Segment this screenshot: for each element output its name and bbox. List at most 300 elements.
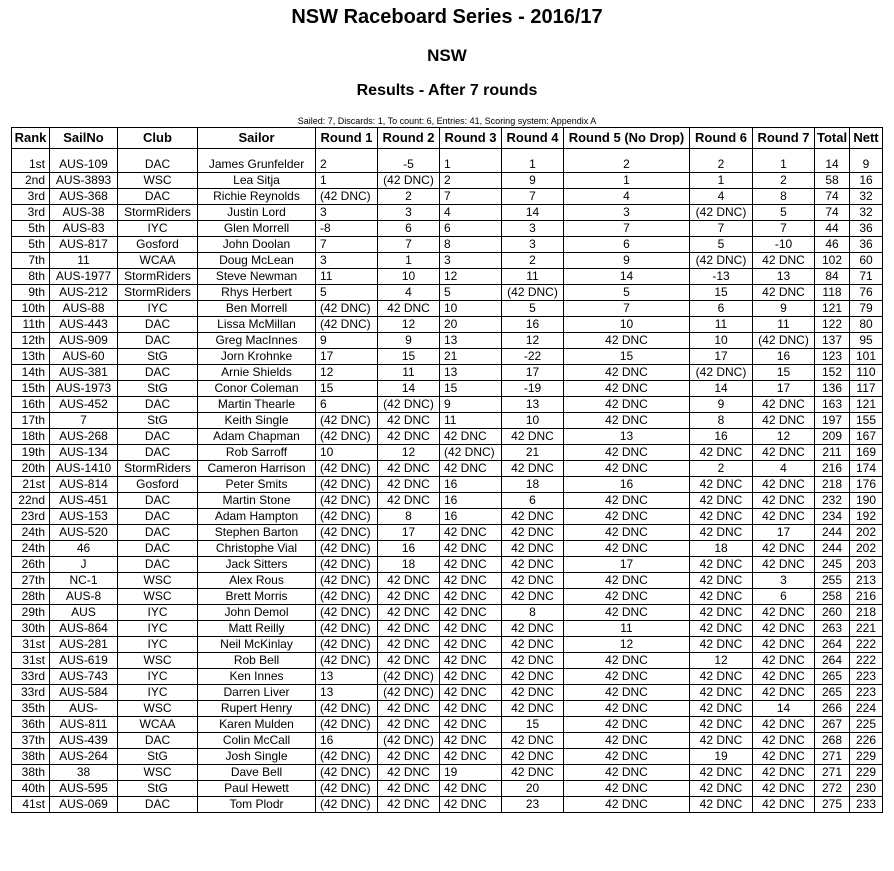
total-cell: 255 — [815, 573, 850, 589]
round-2-cell: 9 — [378, 333, 440, 349]
rank-cell: 22nd — [12, 493, 50, 509]
rank-cell: 15th — [12, 381, 50, 397]
round-1-cell: 5 — [316, 285, 378, 301]
round-3-cell: (42 DNC) — [440, 445, 502, 461]
round-4-cell: 42 DNC — [502, 733, 564, 749]
total-cell: 58 — [815, 173, 850, 189]
total-cell: 163 — [815, 397, 850, 413]
sail-no-cell: AUS-212 — [50, 285, 118, 301]
round-4-cell: 3 — [502, 221, 564, 237]
scoring-summary: Sailed: 7, Discards: 1, To count: 6, Entries: 41, Scoring system: Appendix A — [297, 116, 597, 126]
round-5-cell: 42 DNC — [564, 733, 690, 749]
round-6-cell: 42 DNC — [690, 557, 753, 573]
round-2-cell: 12 — [378, 317, 440, 333]
table-row — [12, 589, 883, 605]
sailor-cell: Lissa McMillan — [198, 317, 316, 333]
club-cell: WSC — [118, 701, 198, 717]
round-6-cell: 42 DNC — [690, 701, 753, 717]
round-2-cell: (42 DNC) — [378, 733, 440, 749]
club-cell: StormRiders — [118, 269, 198, 285]
round-6-cell: 42 DNC — [690, 493, 753, 509]
round-2-cell: 18 — [378, 557, 440, 573]
round-2-cell: 11 — [378, 365, 440, 381]
round-4-cell: 2 — [502, 253, 564, 269]
round-5-cell: 42 DNC — [564, 413, 690, 429]
round-7-cell: 42 DNC — [753, 541, 815, 557]
round-5-cell: 42 DNC — [564, 525, 690, 541]
round-7-cell: 42 DNC — [753, 781, 815, 797]
round-6-cell: 10 — [690, 333, 753, 349]
round-6-cell: 19 — [690, 749, 753, 765]
total-cell: 46 — [815, 237, 850, 253]
round-7-cell: 1 — [753, 149, 815, 173]
nett-cell: 218 — [850, 605, 883, 621]
round-1-cell: (42 DNC) — [316, 701, 378, 717]
nett-cell: 221 — [850, 621, 883, 637]
club-cell: DAC — [118, 317, 198, 333]
round-5-cell: 42 DNC — [564, 685, 690, 701]
sailor-cell: Lea Sitja — [198, 173, 316, 189]
round-1-cell: (42 DNC) — [316, 429, 378, 445]
club-cell: WSC — [118, 653, 198, 669]
sailor-cell: Neil McKinlay — [198, 637, 316, 653]
club-cell: DAC — [118, 541, 198, 557]
round-7-cell: 42 DNC — [753, 557, 815, 573]
column-header-round-6: Round 6 — [690, 128, 753, 149]
nett-cell: 117 — [850, 381, 883, 397]
round-2-cell: 42 DNC — [378, 749, 440, 765]
sail-no-cell: AUS-368 — [50, 189, 118, 205]
round-5-cell: 13 — [564, 429, 690, 445]
round-2-cell: (42 DNC) — [378, 173, 440, 189]
rank-cell: 26th — [12, 557, 50, 573]
round-3-cell: 16 — [440, 493, 502, 509]
round-4-cell: 9 — [502, 173, 564, 189]
nett-cell: 80 — [850, 317, 883, 333]
sailor-cell: Greg MacInnes — [198, 333, 316, 349]
round-5-cell: 42 DNC — [564, 573, 690, 589]
round-6-cell: 4 — [690, 189, 753, 205]
sail-no-cell: AUS-268 — [50, 429, 118, 445]
sail-no-cell: AUS-811 — [50, 717, 118, 733]
round-7-cell: 7 — [753, 221, 815, 237]
page-title: NSW Raceboard Series - 2016/17 — [291, 6, 603, 28]
round-7-cell: 42 DNC — [753, 397, 815, 413]
round-1-cell: (42 DNC) — [316, 749, 378, 765]
round-2-cell: 10 — [378, 269, 440, 285]
round-1-cell: (42 DNC) — [316, 573, 378, 589]
total-cell: 44 — [815, 221, 850, 237]
sailor-cell: Josh Single — [198, 749, 316, 765]
round-1-cell: (42 DNC) — [316, 637, 378, 653]
round-2-cell: 42 DNC — [378, 797, 440, 813]
rank-cell: 36th — [12, 717, 50, 733]
round-7-cell: 5 — [753, 205, 815, 221]
table-row — [12, 365, 883, 381]
round-3-cell: 4 — [440, 205, 502, 221]
round-7-cell: 4 — [753, 461, 815, 477]
sailor-cell: Karen Mulden — [198, 717, 316, 733]
round-7-cell: 42 DNC — [753, 765, 815, 781]
round-5-cell: 42 DNC — [564, 765, 690, 781]
table-row — [12, 429, 883, 445]
round-6-cell: 42 DNC — [690, 717, 753, 733]
round-3-cell: 8 — [440, 237, 502, 253]
sail-no-cell: AUS-443 — [50, 317, 118, 333]
sailor-cell: Rhys Herbert — [198, 285, 316, 301]
table-row — [12, 685, 883, 701]
table-row — [12, 333, 883, 349]
total-cell: 197 — [815, 413, 850, 429]
round-2-cell: 42 DNC — [378, 429, 440, 445]
rank-cell: 5th — [12, 221, 50, 237]
round-1-cell: 1 — [316, 173, 378, 189]
club-cell: DAC — [118, 365, 198, 381]
round-2-cell: 42 DNC — [378, 461, 440, 477]
column-header-nett: Nett — [850, 128, 883, 149]
round-7-cell: 42 DNC — [753, 253, 815, 269]
round-1-cell: 17 — [316, 349, 378, 365]
column-header-round-2: Round 2 — [378, 128, 440, 149]
round-7-cell: 42 DNC — [753, 653, 815, 669]
sailor-cell: Martin Thearle — [198, 397, 316, 413]
sail-no-cell: AUS-864 — [50, 621, 118, 637]
round-6-cell: 42 DNC — [690, 589, 753, 605]
round-6-cell: 8 — [690, 413, 753, 429]
total-cell: 275 — [815, 797, 850, 813]
table-row — [12, 285, 883, 301]
round-4-cell: 23 — [502, 797, 564, 813]
round-3-cell: 11 — [440, 413, 502, 429]
round-6-cell: 42 DNC — [690, 509, 753, 525]
club-cell: DAC — [118, 525, 198, 541]
round-2-cell: 42 DNC — [378, 765, 440, 781]
round-1-cell: (42 DNC) — [316, 413, 378, 429]
round-1-cell: (42 DNC) — [316, 589, 378, 605]
round-3-cell: 6 — [440, 221, 502, 237]
round-5-cell: 42 DNC — [564, 749, 690, 765]
round-1-cell: 2 — [316, 149, 378, 173]
club-cell: StormRiders — [118, 205, 198, 221]
sailor-cell: Steve Newman — [198, 269, 316, 285]
nett-cell: 95 — [850, 333, 883, 349]
round-3-cell: 10 — [440, 301, 502, 317]
round-3-cell: 13 — [440, 365, 502, 381]
nett-cell: 216 — [850, 589, 883, 605]
table-row — [12, 237, 883, 253]
results-table — [11, 127, 883, 813]
round-5-cell: 10 — [564, 317, 690, 333]
round-2-cell: (42 DNC) — [378, 669, 440, 685]
club-cell: IYC — [118, 685, 198, 701]
round-6-cell: 42 DNC — [690, 765, 753, 781]
round-7-cell: 2 — [753, 173, 815, 189]
total-cell: 122 — [815, 317, 850, 333]
nett-cell: 121 — [850, 397, 883, 413]
rank-cell: 29th — [12, 605, 50, 621]
table-header-row — [12, 128, 883, 149]
round-6-cell: 9 — [690, 397, 753, 413]
round-4-cell: 15 — [502, 717, 564, 733]
round-6-cell: 14 — [690, 381, 753, 397]
round-4-cell: 42 DNC — [502, 637, 564, 653]
sailor-cell: Rob Sarroff — [198, 445, 316, 461]
sailor-cell: Keith Single — [198, 413, 316, 429]
round-7-cell: 42 DNC — [753, 621, 815, 637]
nett-cell: 223 — [850, 685, 883, 701]
round-4-cell: 12 — [502, 333, 564, 349]
rank-cell: 31st — [12, 653, 50, 669]
round-4-cell: 20 — [502, 781, 564, 797]
round-1-cell: (42 DNC) — [316, 781, 378, 797]
round-6-cell: 42 DNC — [690, 621, 753, 637]
nett-cell: 229 — [850, 749, 883, 765]
round-1-cell: 11 — [316, 269, 378, 285]
rank-cell: 23rd — [12, 509, 50, 525]
round-2-cell: -5 — [378, 149, 440, 173]
table-row — [12, 477, 883, 493]
round-3-cell: 15 — [440, 381, 502, 397]
table-row — [12, 397, 883, 413]
sailor-cell: Colin McCall — [198, 733, 316, 749]
rank-cell: 21st — [12, 477, 50, 493]
round-4-cell: 42 DNC — [502, 701, 564, 717]
table-row — [12, 189, 883, 205]
sailor-cell: Darren Liver — [198, 685, 316, 701]
club-cell: DAC — [118, 149, 198, 173]
total-cell: 218 — [815, 477, 850, 493]
round-6-cell: (42 DNC) — [690, 205, 753, 221]
rank-cell: 28th — [12, 589, 50, 605]
round-6-cell: 42 DNC — [690, 573, 753, 589]
round-5-cell: 14 — [564, 269, 690, 285]
round-3-cell: 42 DNC — [440, 461, 502, 477]
table-row — [12, 653, 883, 669]
round-1-cell: 3 — [316, 205, 378, 221]
round-1-cell: (42 DNC) — [316, 509, 378, 525]
sailor-cell: Richie Reynolds — [198, 189, 316, 205]
round-2-cell: 12 — [378, 445, 440, 461]
sail-no-cell: AUS-153 — [50, 509, 118, 525]
club-cell: DAC — [118, 493, 198, 509]
sail-no-cell: AUS-452 — [50, 397, 118, 413]
round-7-cell: 42 DNC — [753, 797, 815, 813]
sail-no-cell: AUS-595 — [50, 781, 118, 797]
sail-no-cell: AUS-88 — [50, 301, 118, 317]
column-header-sailor: Sailor — [198, 128, 316, 149]
round-2-cell: 2 — [378, 189, 440, 205]
round-3-cell: 20 — [440, 317, 502, 333]
column-header-round-7: Round 7 — [753, 128, 815, 149]
round-4-cell: 16 — [502, 317, 564, 333]
round-4-cell: 42 DNC — [502, 557, 564, 573]
round-4-cell: 14 — [502, 205, 564, 221]
round-5-cell: 15 — [564, 349, 690, 365]
sail-no-cell: AUS-1977 — [50, 269, 118, 285]
nett-cell: 226 — [850, 733, 883, 749]
round-7-cell: 11 — [753, 317, 815, 333]
sail-no-cell: AUS-3893 — [50, 173, 118, 189]
sailor-cell: Arnie Shields — [198, 365, 316, 381]
sail-no-cell: AUS-439 — [50, 733, 118, 749]
round-2-cell: 14 — [378, 381, 440, 397]
round-3-cell: 42 DNC — [440, 685, 502, 701]
sailor-cell: Doug McLean — [198, 253, 316, 269]
nett-cell: 36 — [850, 237, 883, 253]
total-cell: 264 — [815, 637, 850, 653]
rank-cell: 12th — [12, 333, 50, 349]
table-row — [12, 461, 883, 477]
round-5-cell: 5 — [564, 285, 690, 301]
round-7-cell: 13 — [753, 269, 815, 285]
round-1-cell: (42 DNC) — [316, 541, 378, 557]
round-4-cell: 10 — [502, 413, 564, 429]
nett-cell: 32 — [850, 205, 883, 221]
round-6-cell: (42 DNC) — [690, 365, 753, 381]
table-row — [12, 205, 883, 221]
round-4-cell: 42 DNC — [502, 653, 564, 669]
table-row — [12, 349, 883, 365]
rank-cell: 18th — [12, 429, 50, 445]
round-6-cell: -13 — [690, 269, 753, 285]
round-4-cell: 42 DNC — [502, 509, 564, 525]
round-1-cell: (42 DNC) — [316, 301, 378, 317]
column-header-round-3: Round 3 — [440, 128, 502, 149]
nett-cell: 9 — [850, 149, 883, 173]
nett-cell: 203 — [850, 557, 883, 573]
round-4-cell: -19 — [502, 381, 564, 397]
rank-cell: 13th — [12, 349, 50, 365]
rank-cell: 27th — [12, 573, 50, 589]
round-7-cell: 42 DNC — [753, 493, 815, 509]
round-4-cell: 11 — [502, 269, 564, 285]
round-3-cell: 16 — [440, 477, 502, 493]
round-2-cell: 42 DNC — [378, 781, 440, 797]
rank-cell: 10th — [12, 301, 50, 317]
sailor-cell: Jorn Krohnke — [198, 349, 316, 365]
club-cell: WSC — [118, 765, 198, 781]
round-3-cell: 42 DNC — [440, 781, 502, 797]
sail-no-cell: AUS-264 — [50, 749, 118, 765]
round-7-cell: 42 DNC — [753, 285, 815, 301]
round-7-cell: 17 — [753, 525, 815, 541]
round-5-cell: 42 DNC — [564, 397, 690, 413]
table-body — [12, 149, 883, 813]
club-cell: IYC — [118, 621, 198, 637]
table-row — [12, 605, 883, 621]
nett-cell: 223 — [850, 669, 883, 685]
sailor-cell: Rob Bell — [198, 653, 316, 669]
table-row — [12, 493, 883, 509]
rank-cell: 14th — [12, 365, 50, 381]
nett-cell: 167 — [850, 429, 883, 445]
club-cell: StG — [118, 749, 198, 765]
sail-no-cell: 46 — [50, 541, 118, 557]
club-cell: DAC — [118, 557, 198, 573]
sailor-cell: Cameron Harrison — [198, 461, 316, 477]
round-5-cell: 42 DNC — [564, 461, 690, 477]
round-6-cell: 16 — [690, 429, 753, 445]
sailor-cell: John Doolan — [198, 237, 316, 253]
round-5-cell: 6 — [564, 237, 690, 253]
round-3-cell: 9 — [440, 397, 502, 413]
rank-cell: 8th — [12, 269, 50, 285]
round-6-cell: 11 — [690, 317, 753, 333]
total-cell: 263 — [815, 621, 850, 637]
sail-no-cell: AUS-069 — [50, 797, 118, 813]
table-row — [12, 621, 883, 637]
round-3-cell: 2 — [440, 173, 502, 189]
sailor-cell: Brett Morris — [198, 589, 316, 605]
nett-cell: 101 — [850, 349, 883, 365]
club-cell: WCAA — [118, 717, 198, 733]
round-1-cell: (42 DNC) — [316, 621, 378, 637]
sailor-cell: Alex Rous — [198, 573, 316, 589]
round-5-cell: 42 DNC — [564, 333, 690, 349]
round-5-cell: 7 — [564, 221, 690, 237]
round-1-cell: (42 DNC) — [316, 653, 378, 669]
round-4-cell: 6 — [502, 493, 564, 509]
nett-cell: 71 — [850, 269, 883, 285]
round-7-cell: 42 DNC — [753, 509, 815, 525]
round-3-cell: 42 DNC — [440, 637, 502, 653]
sailor-cell: Conor Coleman — [198, 381, 316, 397]
sail-no-cell: AUS-8 — [50, 589, 118, 605]
round-4-cell: 42 DNC — [502, 589, 564, 605]
round-7-cell: 14 — [753, 701, 815, 717]
round-6-cell: 15 — [690, 285, 753, 301]
round-1-cell: (42 DNC) — [316, 189, 378, 205]
rank-cell: 35th — [12, 701, 50, 717]
club-cell: IYC — [118, 637, 198, 653]
sailor-cell: Rupert Henry — [198, 701, 316, 717]
sailor-cell: Adam Chapman — [198, 429, 316, 445]
round-4-cell: (42 DNC) — [502, 285, 564, 301]
total-cell: 234 — [815, 509, 850, 525]
sail-no-cell: AUS — [50, 605, 118, 621]
sail-no-cell: AUS- — [50, 701, 118, 717]
rank-cell: 41st — [12, 797, 50, 813]
round-7-cell: 16 — [753, 349, 815, 365]
round-7-cell: 6 — [753, 589, 815, 605]
round-5-cell: 42 DNC — [564, 589, 690, 605]
round-7-cell: 42 DNC — [753, 685, 815, 701]
sailor-cell: Christophe Vial — [198, 541, 316, 557]
round-2-cell: (42 DNC) — [378, 685, 440, 701]
round-4-cell: 42 DNC — [502, 749, 564, 765]
round-2-cell: 4 — [378, 285, 440, 301]
club-cell: StG — [118, 413, 198, 429]
round-1-cell: 10 — [316, 445, 378, 461]
sail-no-cell: AUS-1410 — [50, 461, 118, 477]
round-3-cell: 16 — [440, 509, 502, 525]
table-row — [12, 797, 883, 813]
nett-cell: 76 — [850, 285, 883, 301]
club-cell: Gosford — [118, 477, 198, 493]
sail-no-cell: AUS-1973 — [50, 381, 118, 397]
round-1-cell: 12 — [316, 365, 378, 381]
rank-cell: 38th — [12, 765, 50, 781]
table-row — [12, 573, 883, 589]
round-4-cell: 3 — [502, 237, 564, 253]
round-6-cell: 42 DNC — [690, 781, 753, 797]
round-4-cell: 42 DNC — [502, 429, 564, 445]
sail-no-cell: AUS-83 — [50, 221, 118, 237]
round-6-cell: 6 — [690, 301, 753, 317]
round-2-cell: 42 DNC — [378, 637, 440, 653]
table-row — [12, 525, 883, 541]
table-row — [12, 509, 883, 525]
